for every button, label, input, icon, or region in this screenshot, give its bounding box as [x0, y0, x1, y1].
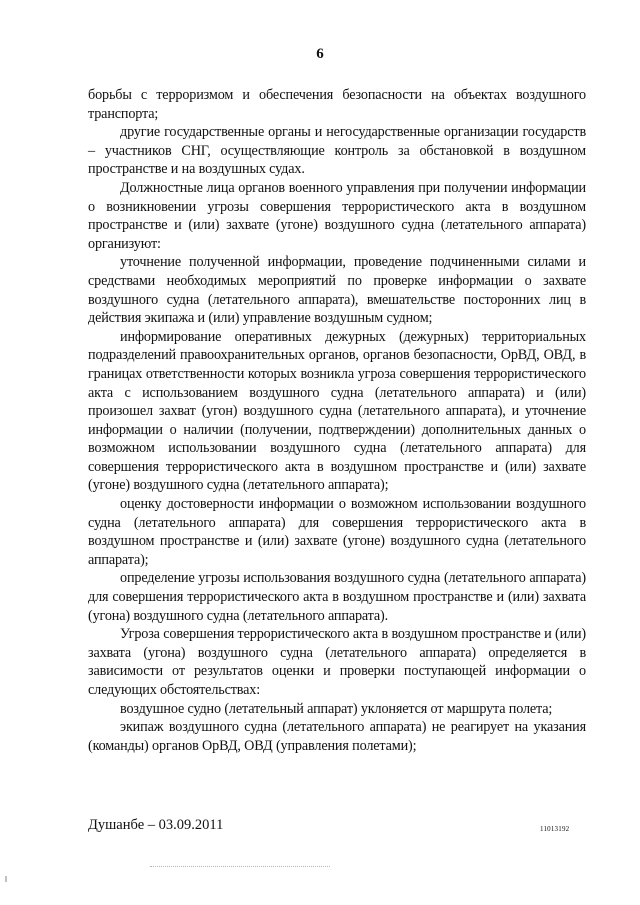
- footer-document-code: 11013192: [540, 825, 570, 833]
- paragraph: воздушное судно (летательный аппарат) уклоняется от маршрута полета;: [120, 700, 553, 717]
- paragraph: уточнение полученной информации, проведение подчиненными силами и средствами необходимых мероприятий по проверке информации о захвате воздушного судна (летательного аппарата), вмешательстве посторонних лиц в действия экипажа и (или) управление воздушным судном;: [88, 254, 586, 327]
- paragraph: Угроза совершения террористического акта в воздушном пространстве и (или) захвата (угона) воздушного судна (летательного аппарата) определяется в зависимости от результатов оценки и проверки поступающей информации о следующих обстоятельствах:: [88, 626, 586, 698]
- page-number: 6: [316, 46, 324, 62]
- paragraph: определение угрозы использования воздушного судна (летательного аппарата) для совершения террористического акта в воздушном пространстве и (или) захвата (угона) воздушного судна (летательного аппарата).: [88, 570, 586, 624]
- scan-artifact-divider: [150, 866, 330, 869]
- footer-city-date: Душанбе – 03.09.2011: [88, 817, 224, 833]
- paragraph: оценку достоверности информации о возможном использовании воздушного судна (летательного аппарата) для совершения террористического акта в воздушном пространстве и (или) захвате (угоне) воздушного судна (летательного аппарата);: [88, 496, 586, 568]
- document-body: [88, 86, 586, 755]
- paragraph: другие государственные органы и негосударственные организации государств – участников СНГ, осуществляющие контроль за обстановкой в воздушном пространстве и на воздушных судах.: [88, 124, 586, 178]
- paragraph: борьбы с терроризмом и обеспечения безопасности на объектах воздушного транспорта;: [88, 87, 586, 122]
- paragraph: информирование оперативных дежурных (дежурных) территориальных подразделений правоохранительных органов, органов безопасности, ОрВД, ОВД, в границах ответственности которых возникла угроза совершения террористического акта с использованием воздушного судна (летательного аппарата) и (или) произошел захват (угон) воздушного судна (летательного аппарата), и уточнение информации о наличии (получении, подтверждении) дополнительных данных о возможном использовании воздушного судна (летательного аппарата) для совершения террористического акта в воздушном пространстве и (или) захвате (угоне) воздушного судна (летательного аппарата);: [88, 328, 586, 494]
- scan-artifact-mark: [5, 876, 7, 882]
- paragraph: Должностные лица органов военного управления при получении информации о возникновении угрозы совершения террористического акта в воздушном пространстве и (или) захвате (угоне) воздушного судна (летательного аппарата) организуют:: [88, 179, 586, 252]
- paragraph: экипаж воздушного судна (летательного аппарата) не реагирует на указания (команды) органов ОрВД, ОВД (управления полетами);: [88, 719, 586, 754]
